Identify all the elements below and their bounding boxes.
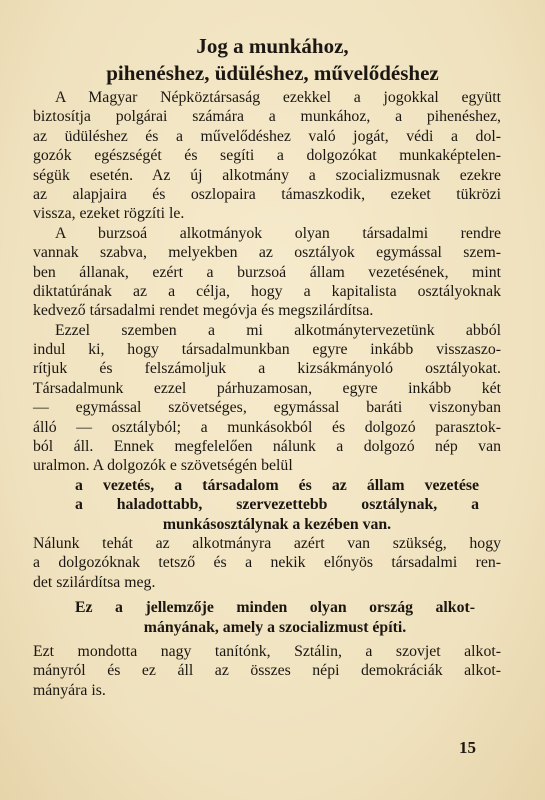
text-line: ból áll. Ennek megfelelően nálunk a dolgozó nép van [33,438,501,456]
text-line: gozók egészségét és segíti a dolgozókat munkaképtelen- [33,147,501,165]
text-line: vissza, ezeket rögzíti le. [33,205,185,223]
title-line-1: Jog a munkához, [196,34,349,58]
text-line: vannak szabva, melyekben az osztályok egymással szem- [33,244,501,262]
quote-line: a haladottabb, szervezettebb osztálynak, a [75,496,479,514]
text-line: ben állanak, ezért a burzsoá állam vezetésének, mint [33,263,501,281]
text-line: — egymással szövetséges, egymással baráti viszonyban [33,399,501,417]
paragraph-1 [33,88,501,224]
title-line-2: pihenéshez, üdüléshez, művelődéshez [106,61,439,85]
text-line: ségük esetén. Az új alkotmány a szocializmusnak ezekre [33,166,501,184]
text-line: mányára is. [33,681,106,699]
text-line: a dolgozóknak tetsző és a nekik előnyös társadalmi ren- [33,554,501,572]
text-line: rítjuk és felszámoljuk a kizsákmányoló osztályokat. [33,360,501,378]
body-text [33,88,501,700]
text-line: Nálunk tehát az alkotmányra azért van szükség, hogy [33,534,501,552]
paragraph-5 [33,642,501,700]
text-line: Ezt mondotta nagy tanítónk, Sztálin, a szovjet alkot- [33,642,501,660]
text-line: álló — osztályból; a munkásokból és dolgozó parasztok- [33,418,501,436]
text-line: indul ki, hogy társadalmunkban egyre inkább visszaszo- [33,341,501,359]
page-number: 15 [459,738,476,757]
text-line: kedvező társadalmi rendet megóvja és megszilárdítsa. [33,302,374,320]
text-line: det szilárdítsa meg. [33,573,156,591]
emphasis-block [33,598,501,637]
emphasis-line: Ez a jellemzője minden olyan ország alkot- [75,599,475,617]
quote-line: a vezetés, a társadalom és az állam vezetése [75,476,479,494]
text-line: az alapjaira és oszlopaira támaszkodik, ezeket tükrözi [33,185,501,203]
text-line: Társadalmunk ezzel párhuzamosan, egyre inkább két [33,379,501,397]
paragraph-3 [33,321,501,476]
text-line: biztosítja polgárai számára a munkához, a pihenéshez, [33,108,501,126]
bold-quote [33,476,501,534]
emphasis-line: mányának, amely a szocializmust építi. [143,618,407,636]
paragraph-2 [33,224,501,321]
text-line: Ezzel szemben a mi alkotmánytervezetünk abból [55,321,501,339]
text-line: A burzsoá alkotmányok olyan társadalmi rendre [55,224,501,242]
quote-line: munkásosztálynak a kezében van. [162,515,392,533]
text-line: uralmon. A dolgozók e szövetségén belül [33,457,293,475]
text-line: diktatúrának az a célja, hogy a kapitalista osztályoknak [33,282,501,300]
text-line: A Magyar Népköztársaság ezekkel a jogokkal együtt [55,89,501,106]
text-line: az üdüléshez és a művelődéshez való jogát, védi a dol- [33,127,501,145]
paragraph-4 [33,534,501,592]
text-line: mányról és ez áll az összes népi demokráciák alkot- [33,662,501,680]
